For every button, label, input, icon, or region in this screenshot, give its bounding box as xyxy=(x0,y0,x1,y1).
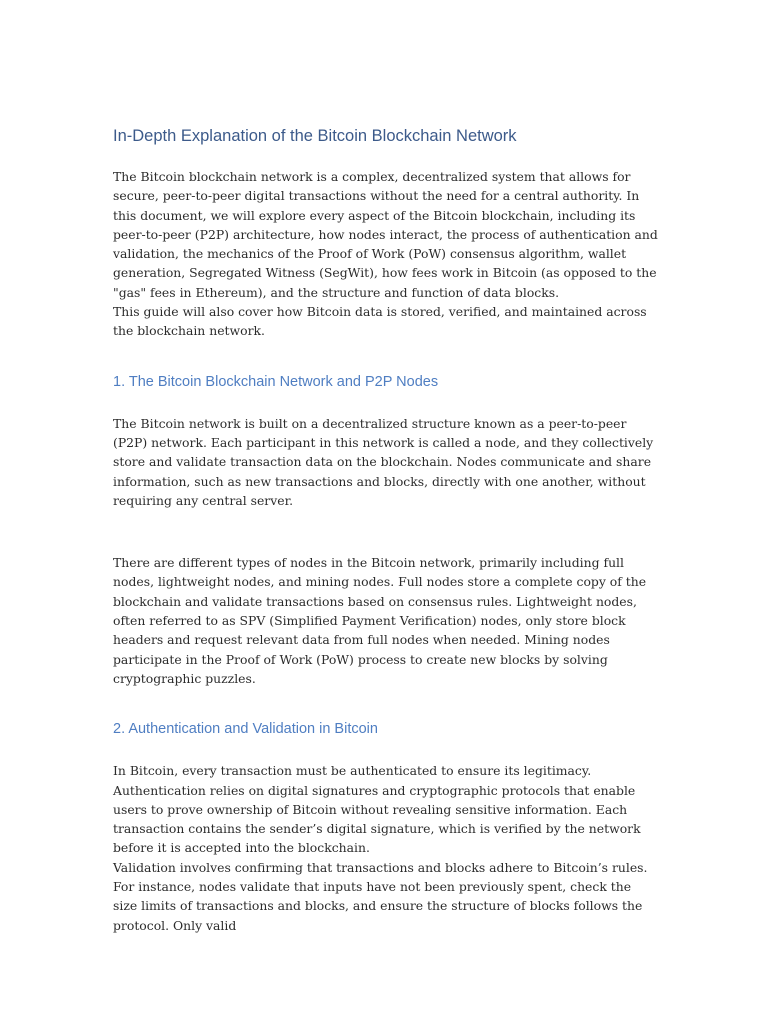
intro-paragraph: This guide will also cover how Bitcoin data is stored, verified, and maintained across the blockchain network. xyxy=(113,304,647,339)
section-paragraph: Validation involves confirming that transactions and blocks adhere to Bitcoin’s rules. For instance, nodes validate that inputs have not been previously spent, check the size limits of transactions and blocks, and ensure the structure of blocks follows the protocol. Only valid xyxy=(113,859,648,933)
document-body xyxy=(113,125,658,935)
document-title: In-Depth Explanation of the Bitcoin Blockchain Network xyxy=(113,127,517,145)
intro-paragraph: The Bitcoin blockchain network is a complex, decentralized system that allows for secure, peer-to-peer digital transactions without the need for a central authority. In this document, we will explore every aspect of the Bitcoin blockchain, including its peer-to-peer (P2P) architecture, how nodes interact, the process of authentication and validation, the mechanics of the Proof of Work (PoW) consensus algorithm, wallet generation, Segregated Witness (SegWit), how fees work in Bitcoin (as opposed to the "gas" fees in Ethereum), and the structure and function of data blocks. xyxy=(113,169,658,300)
section-paragraph: The Bitcoin network is built on a decentralized structure known as a peer-to-peer (P2P) network. Each participant in this network is called a node, and they collectively store and validate transaction data on the blockchain. Nodes communicate and share information, such as new transactions and blocks, directly with one another, without requiring any central server. xyxy=(113,415,654,508)
section-paragraph: There are different types of nodes in the Bitcoin network, primarily including full nodes, lightweight nodes, and mining nodes. Full nodes store a complete copy of the blockchain and validate transactions based on consensus rules. Lightweight nodes, often referred to as SPV (Simplified Payment Verification) nodes, only store block headers and request relevant data from full nodes when needed. Mining nodes participate in the Proof of Work (PoW) process to create new blocks by solving cryptographic puzzles. xyxy=(113,555,647,686)
section-heading: 2. Authentication and Validation in Bitcoin xyxy=(113,721,378,738)
section-paragraph: In Bitcoin, every transaction must be authenticated to ensure its legitimacy. Authentication relies on digital signatures and cryptographic protocols that enable users to prove ownership of Bitcoin without revealing sensitive information. Each transaction contains the sender’s digital signature, which is verified by the network before it is accepted into the blockchain. xyxy=(113,763,641,856)
section-heading: 1. The Bitcoin Blockchain Network and P2P Nodes xyxy=(113,373,439,390)
